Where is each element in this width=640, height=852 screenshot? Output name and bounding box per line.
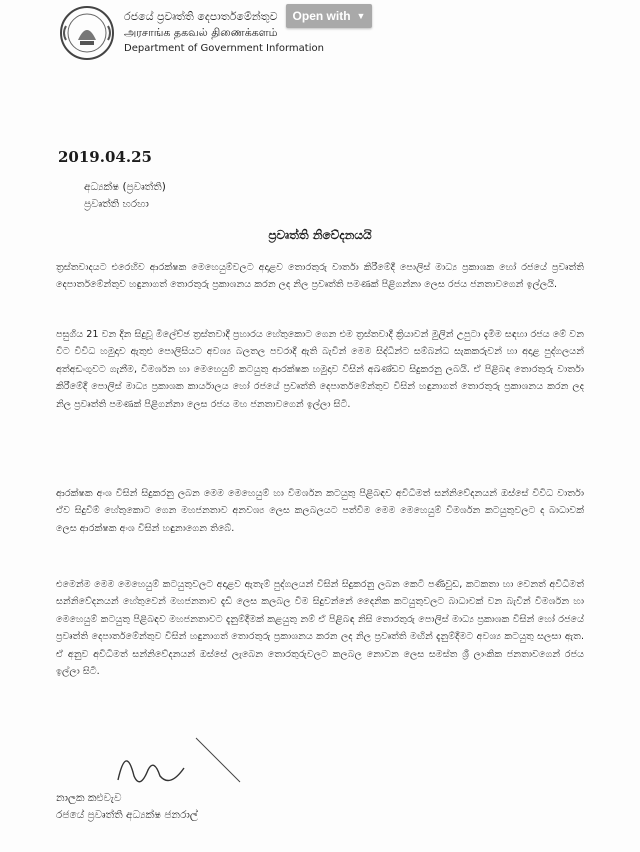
chevron-down-icon: ▼ xyxy=(356,11,366,21)
signatory-title: රජයේ ප්‍රවෘත්ති අධ්‍යක්ෂ ජනරාල් xyxy=(56,809,198,821)
open-with-label: Open with xyxy=(292,9,351,23)
addressee-block xyxy=(84,179,166,213)
letterhead-sinhala: රජයේ ප්‍රවෘත්ති දෙපාර්තමේන්තුව xyxy=(124,10,278,23)
body-paragraph: ආරක්ෂක අංශ විසින් සිදුකරනු ලබන මෙම මෙහෙයුම් හා විමර්ශන කටයුතු පිළිබඳව අවිධිමත් සන්නිවේදනයන් ඔස්සේ විවිධ වාර්තා ඒව සිදුවීම් හේතුකොට ගෙන මහජනතාව අනවශ්‍ය ලෙස කලබලයට පත්වීම මෙම මෙහෙයුම් විමර්ශන කටයුතුවලට ද බාධාවක් ලෙස ආරක්ෂක අංශ විසින් හඳුනාගෙන තිබේ. xyxy=(56,488,584,534)
letter-date: 2019.04.25 xyxy=(58,148,152,166)
government-seal-icon xyxy=(58,4,116,62)
body-paragraph: ත්‍රස්තවාදයට එරෙහිව ආරක්ෂක මෙහෙයුම්වලට අදාළව තොරතුරු වාර්තා කිරීමේදී පොලිස් මාධ්‍ය ප්‍රකාශක හෝ රජයේ ප්‍රවෘත්ති දෙපාර්තමේන්තුව හඳුනාගත් තොරතුරු ප්‍රකාශනය කරන ලද නිල ප්‍රවෘත්ති පමණක් පිළිගන්නා ලෙස රජය ජනතාවගෙන් ඉල්ලයි. xyxy=(56,262,584,291)
open-with-button[interactable] xyxy=(286,4,372,28)
document-heading: ප්‍රවෘත්ති නිවේදනයයි xyxy=(268,228,372,242)
addressee-line: අධ්‍යක්ෂ (ප්‍රවෘත්ති) xyxy=(84,181,166,193)
signatory-name: නාලක කළුවැව xyxy=(56,792,122,804)
closing-block xyxy=(56,790,198,824)
letterhead-tamil: அரசாங்க தகவல் திணைக்களம் xyxy=(124,26,278,39)
letterhead-english: Department of Government Information xyxy=(124,43,324,54)
body-paragraph: පසුගිය 21 වන දින සිදුවූ මිලේච්ඡ ත්‍රස්තවාදී ප්‍රහාරය හේතුකොට ගෙන එම ත්‍රස්තවාදී ක්‍රියාවන් මුලින් උපුටා දැමීම සඳහා රජය මේ වන විට විවිධ හමුදාව ඇතුළු පොලිසියට අවශ්‍ය බලතල පවරාදී ඇති බැවින් මෙම සිද්ධීන්ට සම්බන්ධ සැකකරුවන් හා අදාළ පුද්ගලයන් අත්අඩංගුවට ගැනීම, විමර්ශන හා මෙහෙයුම් කටයුතු ආරක්ෂක හමුදාව විසින් අඛණ්ඩව සිදුකරනු ලබයි. ඒ පිළිබඳ තොරතුරු වාර්තා කිරීමේදී පොලිස් මාධ්‍ය ප්‍රකාශක කාර්යාලය හෝ රජයේ ප්‍රවෘත්ති දෙපාර්තමේන්තුව විසින් හඳුනාගත් තොරතුරු ප්‍රකාශනය කරන ලද නිල ප්‍රවෘත්ති පමණක් පිළිගන්නා ලෙස රජය මහ ජනතාවගෙන් ඉල්ලා සිටී. xyxy=(56,329,584,410)
addressee-line: ප්‍රවෘත්ති හරහා xyxy=(84,198,149,210)
body-paragraph: එමෙන්ම මෙම මෙහෙයුම් කටයුතුවලට අදාළව ඇතැම් පුද්ගලයන් විසින් සිදුකරනු ලබන කෙටි පණිවුඩ, කටකතා හා වෙනත් අවිධිමත් සන්නිවේදනයන් හේතුවෙන් මහජනතාව දැඩි ලෙස කලබල වීම සිදුවන්නේ දෛනික කටයුතුවලට බාධාවක් වන බැවින් විමර්ශන හා මෙහෙයුම් කටයුතු පිළිබඳව මහජනතාවට දැනුම්දීමක් කළයුතු නම් ඒ පිළිබඳ නිසි තොරතුරු පොලිස් මාධ්‍ය ප්‍රකාශක විසින් හෝ රජයේ ප්‍රවෘත්ති දෙපාර්තමේන්තුව විසින් හඳුනාගත් තොරතුරු ප්‍රකාශනය කරන ලද නිල ප්‍රවෘත්ති මඟින් දැනුම්දීමට අවශ්‍ය කටයුතු සලසා ඇත. ඒ අනුව අවිධිමත් සන්නිවේදනයන් ඔස්සේ ලැබෙන තොරතුරුවලට කලබල නොවන ලෙස සමස්ත ශ්‍රී ලාංකික ජනතාවගෙන් රජය ඉල්ලා සිටී. xyxy=(56,579,584,678)
letterhead xyxy=(58,4,438,66)
